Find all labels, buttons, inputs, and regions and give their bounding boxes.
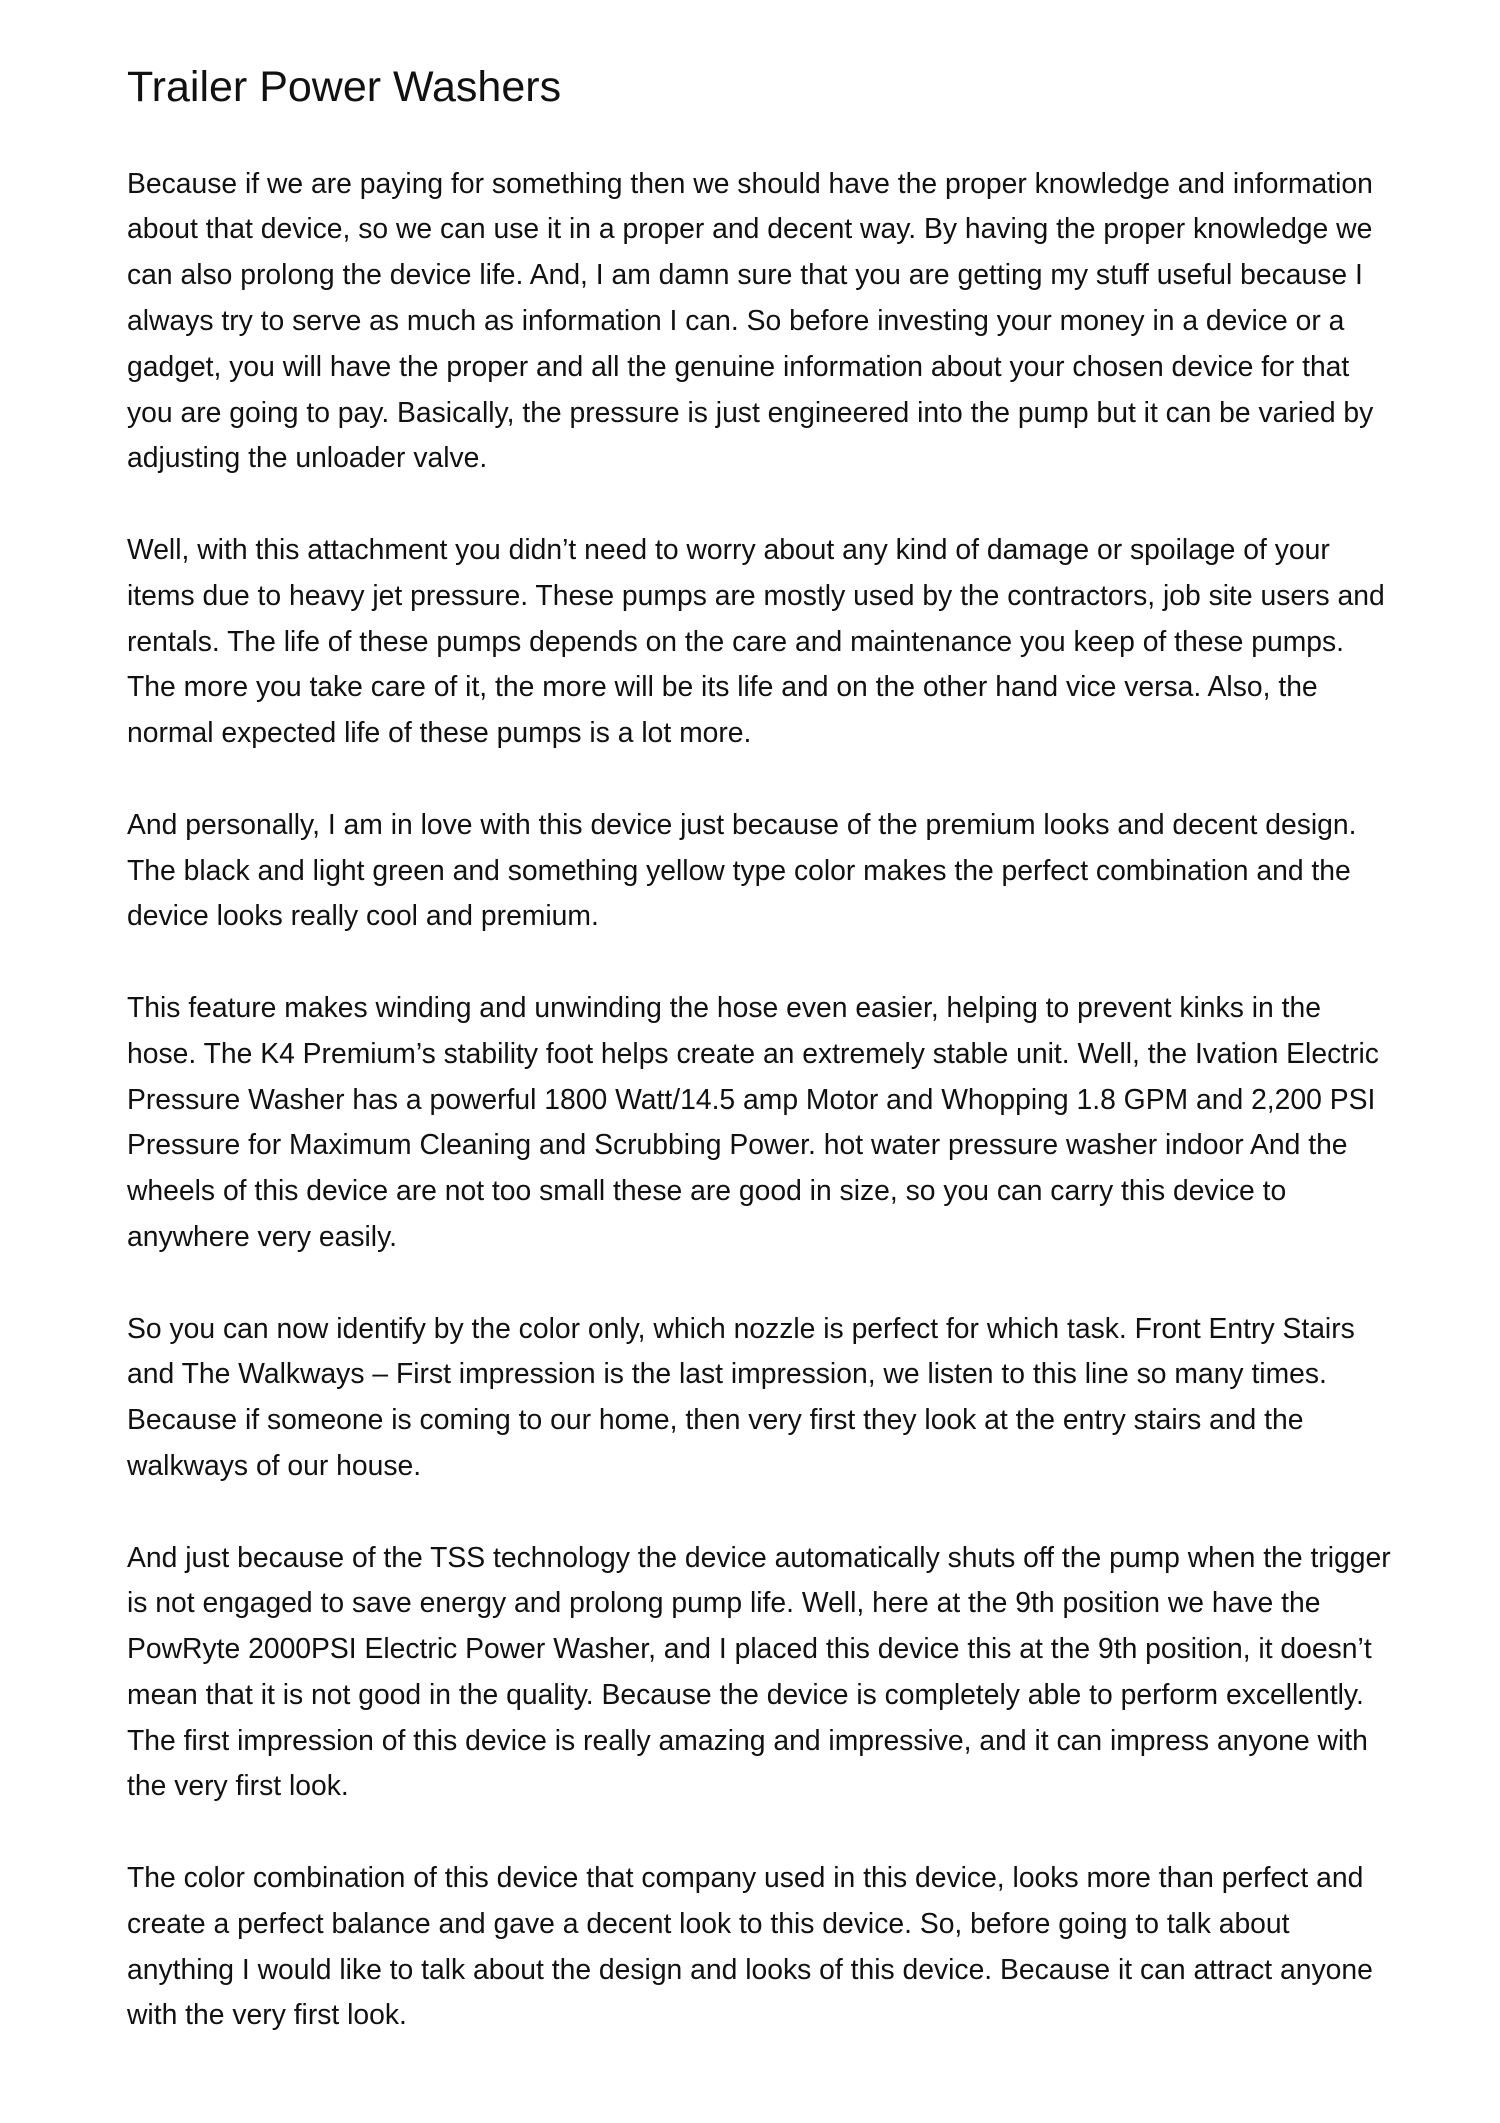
page-title: Trailer Power Washers [127,63,562,111]
document-page [127,62,1397,2084]
paragraph-7: The color combination of this device that company used in this device, looks more than perfect and create a perfect balance and gave a decent look to this device. So, before going to talk about anything I would like to talk about the design and looks of this device. Because it can attract anyone with the very first look. [127,1861,1373,2031]
paragraph-4: This feature makes winding and unwinding the hose even easier, helping to prevent kinks in the hose. The K4 Premium’s stability foot helps create an extremely stable unit. Well, the Ivation Electric Pressure Washer has a powerful 1800 Watt/14.5 amp Motor and Whopping 1.8 GPM and 2,200 PSI Pressure for Maximum Cleaning and Scrubbing Power. hot water pressure washer indoor And the wheels of this device are not too small these are good in size, so you can carry this device to anywhere very easily. [127,990,1379,1252]
paragraph-3: And personally, I am in love with this device just because of the premium looks and decent design. The black and light green and something yellow type color makes the perfect combination and the device looks really cool and premium. [127,807,1357,932]
paragraph-2: Well, with this attachment you didn’t need to worry about any kind of damage or spoilage of your items due to heavy jet pressure. These pumps are mostly used by the contractors, job site users and rentals. The life of these pumps depends on the care and maintenance you keep of these pumps. The more you take care of it, the more will be its life and on the other hand vice versa. Also, the normal expected life of these pumps is a lot more. [127,532,1385,749]
paragraph-1: Because if we are paying for something then we should have the proper knowledge and information about that device, so we can use it in a proper and decent way. By having the proper knowledge we can also prolong the device life. And, I am damn sure that you are getting my stuff useful because I always try to serve as much as information I can. So before investing your money in a device or a gadget, you will have the proper and all the genuine information about your chosen device for that you are going to pay. Basically, the pressure is just engineered into the pump but it can be varied by adjusting the unloader valve. [127,166,1374,474]
paragraph-5: So you can now identify by the color only, which nozzle is perfect for which task. Front Entry Stairs and The Walkways – First impression is the last impression, we listen to this line so many times. Because if someone is coming to our home, then very first they look at the entry stairs and the walkways of our house. [127,1311,1355,1481]
paragraph-6: And just because of the TSS technology the device automatically shuts off the pump when the trigger is not engaged to save energy and prolong pump life. Well, here at the 9th position we have the PowRyte 2000PSI Electric Power Washer, and I placed this device this at the 9th position, it doesn’t mean that it is not good in the quality. Because the device is completely able to perform excellently. The first impression of this device is really amazing and impressive, and it can impress anyone with the very first look. [127,1540,1391,1802]
